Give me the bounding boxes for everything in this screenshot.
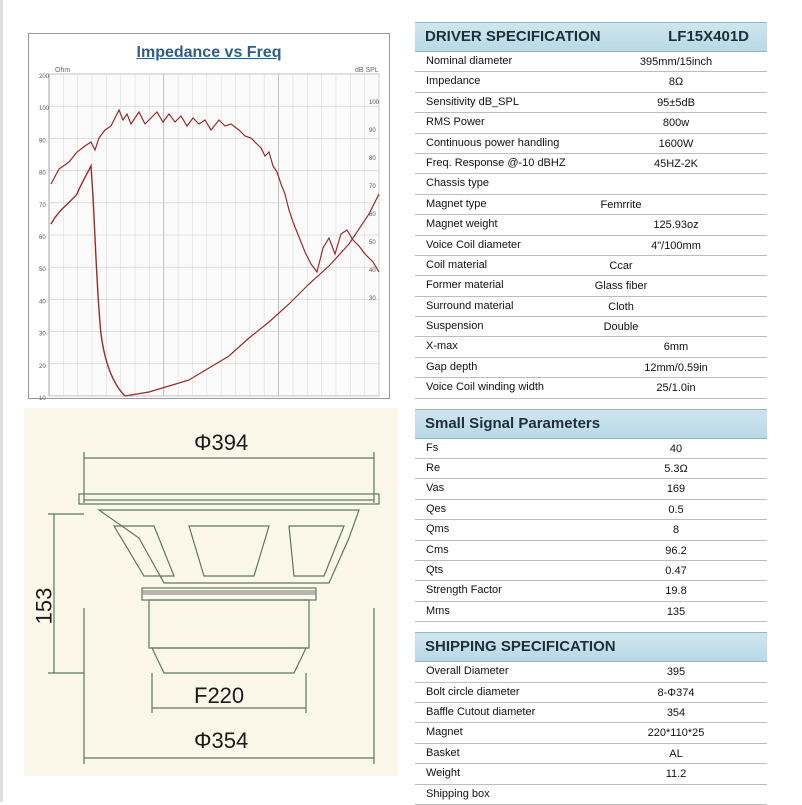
driver-spec-label: Suspension bbox=[426, 320, 484, 333]
small-signal-label: Fs bbox=[426, 441, 439, 454]
driver-spec-label: Freq. Response @-10 dBHZ bbox=[426, 156, 566, 169]
driver-spec-row bbox=[415, 256, 767, 276]
chart-title: Impedance vs Freq bbox=[136, 44, 282, 61]
right-tick-label: 70 bbox=[369, 184, 376, 190]
driver-spec-row bbox=[415, 337, 767, 357]
small-signal-value: 96.2 bbox=[665, 544, 687, 557]
small-signal-value: 0.5 bbox=[668, 503, 684, 516]
shipping-label: Bolt circle diameter bbox=[426, 685, 520, 698]
right-tick-label: 50 bbox=[369, 240, 376, 246]
driver-spec-label: Former material bbox=[426, 279, 504, 292]
driver-spec-row bbox=[415, 358, 767, 378]
driver-spec-value: Ccar bbox=[609, 259, 633, 272]
driver-spec-value: 12mm/0.59in bbox=[644, 361, 708, 374]
speaker-drawing-panel bbox=[24, 408, 398, 776]
right-tick-label: 30 bbox=[369, 296, 376, 302]
driver-spec-row bbox=[415, 113, 767, 133]
small-signal-label: Strength Factor bbox=[426, 584, 502, 597]
small-signal-value: 8 bbox=[672, 524, 680, 537]
driver-spec-row bbox=[415, 378, 767, 398]
driver-spec-row bbox=[415, 154, 767, 174]
small-signal-row bbox=[415, 561, 767, 581]
model-number: LF15X401D bbox=[668, 28, 749, 45]
outer-diameter-label: Φ394 bbox=[194, 430, 249, 455]
specification-tables bbox=[415, 22, 767, 805]
driver-spec-value: Glass fiber bbox=[594, 280, 648, 293]
driver-spec-value: Cloth bbox=[608, 300, 634, 313]
left-tick-label: 90 bbox=[39, 138, 46, 145]
speaker-drawing bbox=[24, 408, 398, 776]
right-tick-label: 80 bbox=[369, 156, 376, 162]
driver-spec-value: 8Ω bbox=[668, 76, 684, 89]
right-tick-label: 60 bbox=[369, 212, 376, 218]
driver-spec-label: Gap depth bbox=[426, 360, 478, 373]
left-tick-label: 20 bbox=[39, 363, 46, 370]
driver-spec-value: 6mm bbox=[663, 341, 689, 354]
shipping-row bbox=[415, 683, 767, 703]
left-axis-unit: Ohm bbox=[55, 67, 71, 74]
small-signal-value: 135 bbox=[666, 605, 686, 618]
shipping-label: Shipping box bbox=[426, 787, 490, 800]
driver-spec-row bbox=[415, 297, 767, 317]
driver-spec-label: Surround material bbox=[426, 299, 514, 312]
page-edge bbox=[0, 0, 3, 802]
shipping-row bbox=[415, 703, 767, 723]
left-tick-label: 70 bbox=[39, 202, 46, 209]
depth-label: 153 bbox=[31, 587, 57, 625]
driver-spec-row bbox=[415, 93, 767, 113]
shipping-value: 8-Φ374 bbox=[657, 686, 695, 699]
driver-spec-label: Magnet type bbox=[426, 197, 487, 210]
shipping-row bbox=[415, 662, 767, 682]
driver-spec-label: Magnet weight bbox=[426, 218, 498, 231]
small-signal-value: 19.8 bbox=[665, 585, 687, 598]
driver-spec-value: 800w bbox=[662, 117, 690, 130]
shipping-spec-header bbox=[415, 632, 767, 662]
driver-spec-label: X-max bbox=[426, 340, 458, 353]
shipping-row bbox=[415, 744, 767, 764]
small-signal-value: 0.47 bbox=[665, 564, 687, 577]
driver-spec-label: Voice Coil winding width bbox=[426, 381, 545, 394]
driver-spec-value: Femrrite bbox=[600, 198, 642, 211]
small-signal-value: 40 bbox=[669, 442, 683, 455]
driver-spec-row bbox=[415, 236, 767, 256]
small-signal-header bbox=[415, 409, 767, 439]
driver-spec-row bbox=[415, 52, 767, 72]
driver-spec-value: 395mm/15inch bbox=[639, 56, 713, 68]
left-tick-label: 10 bbox=[39, 396, 46, 402]
driver-spec-label: Nominal diameter bbox=[426, 55, 513, 67]
cutout-diameter-label: Φ354 bbox=[194, 728, 249, 753]
driver-spec-value: 125.93oz bbox=[653, 219, 699, 232]
right-axis-unit: dB SPL bbox=[355, 67, 379, 74]
shipping-label: Overall Diameter bbox=[426, 665, 509, 678]
driver-spec-row bbox=[415, 276, 767, 296]
driver-spec-value: 25/1.0in bbox=[656, 382, 696, 395]
small-signal-label: Qms bbox=[426, 523, 450, 536]
shipping-row bbox=[415, 764, 767, 784]
shipping-label: Basket bbox=[426, 746, 460, 759]
driver-spec-row bbox=[415, 317, 767, 337]
small-signal-row bbox=[415, 479, 767, 499]
driver-spec-label: Voice Coil diameter bbox=[426, 238, 521, 251]
small-signal-label: Qes bbox=[426, 502, 447, 515]
driver-spec-value: 4"/100mm bbox=[651, 239, 701, 252]
impedance-chart-panel bbox=[28, 33, 390, 402]
shipping-value: 354 bbox=[666, 706, 686, 719]
small-signal-row bbox=[415, 541, 767, 561]
driver-spec-value: 95±5dB bbox=[657, 96, 695, 109]
small-signal-row bbox=[415, 602, 767, 622]
driver-spec-label: Sensitivity dB_SPL bbox=[426, 95, 519, 108]
left-tick-label: 100 bbox=[39, 106, 50, 113]
small-signal-label: Mms bbox=[426, 604, 450, 617]
shipping-spec-rows bbox=[415, 662, 767, 805]
shipping-row bbox=[415, 723, 767, 743]
magnet-diameter-label: F220 bbox=[194, 683, 245, 708]
shipping-value: AL bbox=[669, 747, 683, 760]
driver-spec-row bbox=[415, 72, 767, 92]
driver-spec-value: 1600W bbox=[658, 137, 694, 150]
right-tick-label: 100 bbox=[369, 100, 380, 106]
driver-spec-value: 45HZ-2K bbox=[653, 157, 699, 170]
small-signal-label: Vas bbox=[426, 482, 445, 495]
small-signal-row bbox=[415, 520, 767, 540]
driver-spec-header bbox=[415, 22, 767, 52]
left-tick-label: 60 bbox=[39, 235, 46, 241]
small-signal-label: Qts bbox=[426, 563, 444, 576]
left-tick-label: 40 bbox=[39, 299, 46, 306]
driver-spec-row bbox=[415, 174, 767, 194]
driver-spec-rows bbox=[415, 52, 767, 399]
shipping-value: 11.2 bbox=[665, 768, 687, 781]
driver-spec-row bbox=[415, 134, 767, 154]
impedance-chart bbox=[29, 34, 389, 402]
driver-spec-label: RMS Power bbox=[426, 116, 485, 129]
small-signal-label: Re bbox=[426, 462, 441, 475]
driver-spec-label: Chassis type bbox=[426, 177, 489, 190]
left-tick-label: 200 bbox=[39, 74, 50, 80]
small-signal-title: Small Signal Parameters bbox=[425, 414, 601, 432]
right-tick-label: 40 bbox=[369, 268, 376, 274]
shipping-spec-title: SHIPPING SPECIFICATION bbox=[425, 638, 616, 656]
small-signal-value: 169 bbox=[666, 483, 686, 496]
shipping-label: Magnet bbox=[426, 726, 463, 739]
shipping-value: 395 bbox=[666, 666, 686, 679]
driver-spec-title: DRIVER SPECIFICATION bbox=[425, 28, 601, 45]
right-tick-label: 90 bbox=[369, 128, 376, 134]
driver-spec-row bbox=[415, 195, 767, 215]
small-signal-row bbox=[415, 459, 767, 479]
left-tick-label: 50 bbox=[39, 267, 46, 274]
small-signal-row bbox=[415, 581, 767, 601]
driver-spec-value: Double bbox=[603, 321, 639, 334]
driver-spec-label: Continuous power handling bbox=[426, 136, 560, 149]
small-signal-value: 5.3Ω bbox=[664, 463, 688, 476]
small-signal-rows bbox=[415, 439, 767, 623]
driver-spec-label: Coil material bbox=[426, 258, 488, 271]
small-signal-label: Cms bbox=[426, 543, 449, 556]
driver-spec-label: Impedance bbox=[426, 75, 481, 88]
left-tick-label: 80 bbox=[39, 170, 46, 177]
driver-spec-row bbox=[415, 215, 767, 235]
small-signal-row bbox=[415, 500, 767, 520]
small-signal-row bbox=[415, 439, 767, 459]
shipping-row bbox=[415, 785, 767, 805]
shipping-label: Baffle Cutout diameter bbox=[426, 705, 536, 718]
left-tick-label: 30 bbox=[39, 331, 46, 338]
shipping-value: 220*110*25 bbox=[647, 727, 705, 740]
shipping-label: Weight bbox=[426, 767, 461, 780]
